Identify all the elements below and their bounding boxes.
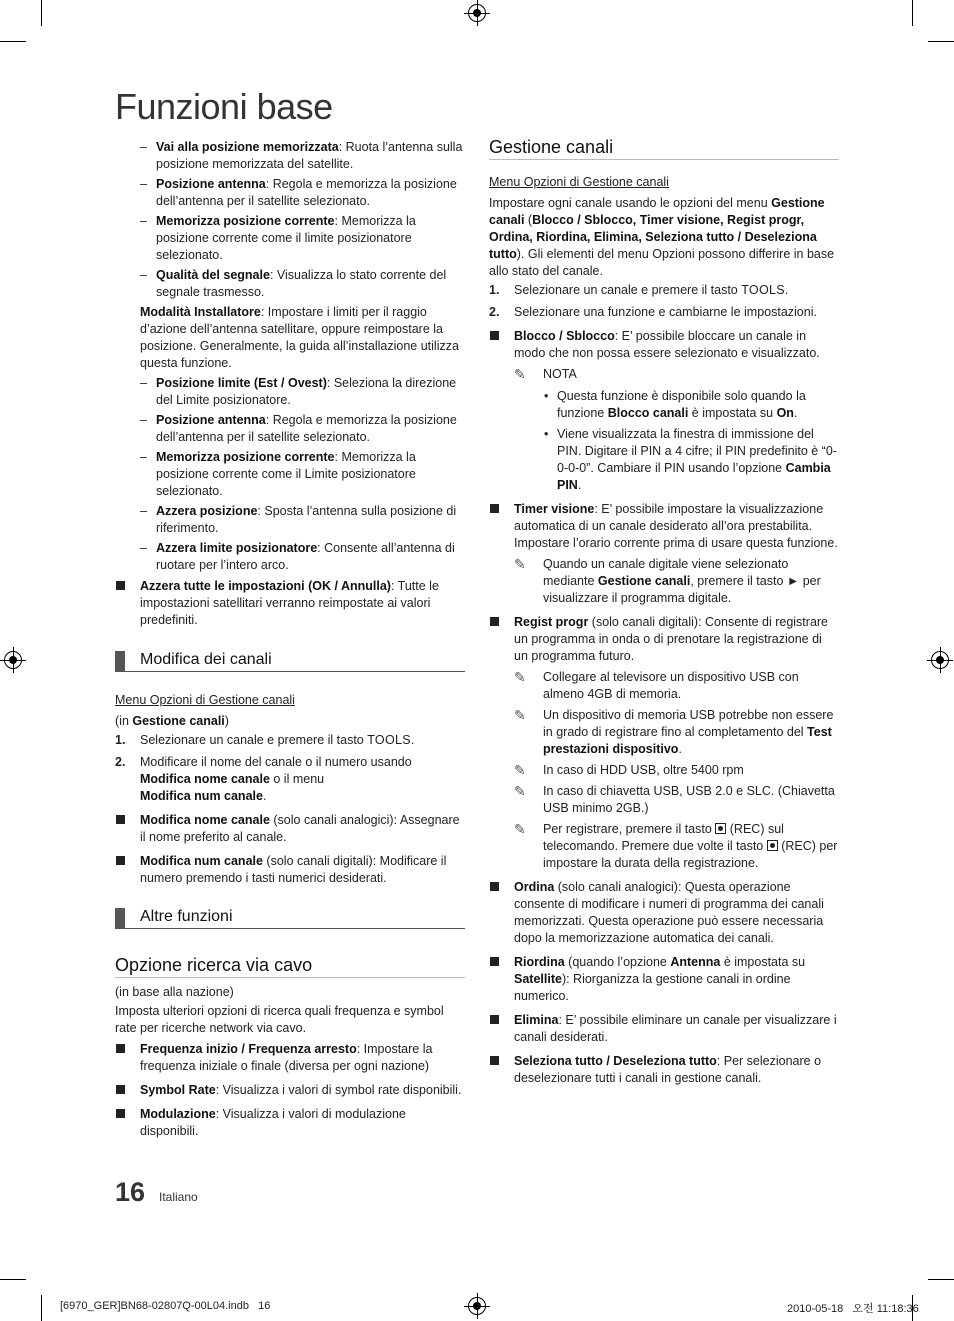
list-item: Modulazione: Visualizza i valori di modulazione disponibili.: [115, 1106, 465, 1140]
note: ✎ In caso di chiavetta USB, USB 2.0 e SLC. (Chiavetta USB minimo 2GB.): [514, 783, 835, 815]
note-pencil-icon: ✎: [514, 366, 526, 382]
crop-mark: [41, 1295, 42, 1321]
note-pencil-icon: ✎: [514, 821, 526, 837]
crop-mark: [41, 0, 42, 26]
left-column: [115, 139, 465, 1140]
list-item: Symbol Rate: Visualizza i valori di symbol rate disponibili.: [115, 1082, 465, 1099]
section-heading: Altre funzioni: [115, 908, 465, 929]
page-title: Funzioni base: [115, 86, 333, 127]
print-date: 2010-05-18 오전 11:18:36: [787, 1303, 919, 1315]
list-item: • Questa funzione è disponibile solo quando la funzione Blocco canali è impostata su On.: [543, 388, 839, 422]
step: 2. Selezionare una funzione e cambiarne le impostazioni.: [489, 305, 817, 319]
note: ✎ NOTA: [514, 366, 577, 382]
list-item: Azzera tutte le impostazioni (OK / Annulla): Tutte le impostazioni satellitari verranno reimpostate ai valori predefiniti.: [115, 578, 465, 629]
paragraph: (in Gestione canali): [115, 714, 229, 728]
note: ✎ Quando un canale digitale viene selezionato mediante Gestione canali, premere il tasto ► per visualizzare il programma digitale.: [514, 556, 821, 605]
crop-mark: [928, 41, 954, 42]
crop-mark: [0, 1279, 26, 1280]
list-item: – Memorizza posizione corrente: Memorizza la posizione corrente come il limite posizionatore selezionato.: [140, 213, 465, 264]
note-pencil-icon: ✎: [514, 783, 526, 799]
list-item: Ordina (solo canali analogici): Questa operazione consente di modificare i numeri di programma dei canali memorizzati. Questa operazione può essere necessaria dopo la memorizzazione automatica dei canali.: [489, 879, 839, 947]
list-item: – Azzera limite posizionatore: Consente all’antenna di ruotare per l’intero arco.: [140, 540, 465, 574]
list-item: Timer visione: E’ possibile impostare la visualizzazione automatica di un canale desiderato all’ora prestabilita. Impostare l’orario corrente prima di usare questa funzione.: [489, 501, 839, 552]
step: 2. Modificare il nome del canale o il numero usando Modifica nome canale o il menu Modifica num canale.: [115, 755, 412, 803]
note: ✎ Per registrare, premere il tasto (REC) sul telecomando. Premere due volte il tasto (REC) per impostare la durata della registrazione.: [514, 821, 838, 870]
paragraph: Modalità Installatore: Impostare i limiti per il raggio d’azione dell’antenna satellitare, oppure reimpostare la posizione. Generalmente, la guida all’installazione utilizza questa funzione.: [140, 305, 459, 370]
list-item: – Posizione limite (Est / Ovest): Seleziona la direzione del Limite posizionatore.: [140, 375, 465, 409]
list-item: Elimina: E’ possibile eliminare un canale per visualizzare i canali desiderati.: [489, 1012, 839, 1046]
list-item: Blocco / Sblocco: E’ possibile bloccare un canale in modo che non possa essere selezionato e visualizzato.: [489, 328, 839, 362]
list-item: – Qualità del segnale: Visualizza lo stato corrente del segnale trasmesso.: [140, 267, 465, 301]
list-item: – Posizione antenna: Regola e memorizza la posizione dell’antenna per il satellite selezionato.: [140, 412, 465, 446]
paragraph: Impostare ogni canale usando le opzioni del menu Gestione canali (Blocco / Sblocco, Timer visione, Regist progr, Ordina, Riordina, Elimina, Seleziona tutto / Deseleziona tutto). Gli elementi del menu Opzioni possono differire in base allo stato del canale.: [489, 196, 835, 278]
list-item: Frequenza inizio / Frequenza arresto: Impostare la frequenza iniziale o finale (diversa per ogni nazione): [115, 1041, 465, 1075]
registration-mark-icon: [931, 651, 949, 669]
crop-mark: [0, 41, 26, 42]
list-item: Riordina (quando l’opzione Antenna è impostata su Satellite): Riorganizza la gestione canali in ordine numerico.: [489, 954, 839, 1005]
note-pencil-icon: ✎: [514, 556, 526, 572]
note: ✎ Collegare al televisore un dispositivo USB con almeno 4GB di memoria.: [514, 669, 799, 701]
menu-label: Menu Opzioni di Gestione canali: [489, 175, 669, 189]
registration-mark-icon: [468, 4, 486, 22]
step: 1. Selezionare un canale e premere il tasto TOOLS.: [115, 733, 415, 747]
crop-mark: [928, 1279, 954, 1280]
paragraph: Imposta ulteriori opzioni di ricerca quali frequenza e symbol rate per ricerche network via cavo.: [115, 1004, 444, 1035]
list-item: – Memorizza posizione corrente: Memorizza la posizione corrente come il Limite posizionatore selezionato.: [140, 449, 465, 500]
note: ✎ Un dispositivo di memoria USB potrebbe non essere in grado di registrare fino al completamento del Test prestazioni dispositivo.: [514, 707, 834, 756]
registration-mark-icon: [468, 1297, 486, 1315]
list-item: – Azzera posizione: Sposta l’antenna sulla posizione di riferimento.: [140, 503, 465, 537]
step: 1. Selezionare un canale e premere il tasto TOOLS.: [489, 283, 789, 297]
note-pencil-icon: ✎: [514, 762, 526, 778]
rec-button-icon: [767, 840, 778, 851]
list-item: Modifica num canale (solo canali digitali): Modificare il numero premendo i tasti numerici desiderati.: [115, 853, 465, 887]
section-heading: Opzione ricerca via cavo: [115, 957, 465, 978]
crop-mark: [912, 0, 913, 26]
note-pencil-icon: ✎: [514, 707, 526, 723]
menu-label: Menu Opzioni di Gestione canali: [115, 693, 295, 707]
paragraph: (in base alla nazione): [115, 985, 234, 999]
list-item: Regist progr (solo canali digitali): Consente di registrare un programma in onda o di prenotare la registrazione di un programma futuro.: [489, 614, 839, 665]
list-item: • Viene visualizzata la finestra di immissione del PIN. Digitare il PIN a 4 cifre; il PIN predefinito è “0-0-0-0”. Cambiare il PIN usando l’opzione Cambia PIN.: [543, 426, 839, 494]
print-file-info: [6970_GER]BN68-02807Q-00L04.indb 16: [60, 1300, 271, 1312]
rec-button-icon: [715, 823, 726, 834]
list-item: Modifica nome canale (solo canali analogici): Assegnare il nome preferito al canale.: [115, 812, 465, 846]
section-heading: Modifica dei canali: [115, 651, 465, 672]
list-item: Seleziona tutto / Deseleziona tutto: Per selezionare o deselezionare tutti i canali in gestione canali.: [489, 1053, 839, 1087]
note: ✎ In caso di HDD USB, oltre 5400 rpm: [514, 762, 744, 778]
note-pencil-icon: ✎: [514, 669, 526, 685]
page-number: 16: [115, 1177, 146, 1207]
registration-mark-icon: [4, 651, 22, 669]
right-column: [489, 139, 839, 1087]
list-item: – Posizione antenna: Regola e memorizza la posizione dell’antenna per il satellite selezionato.: [140, 176, 465, 210]
list-item: – Vai alla posizione memorizzata: Ruota l’antenna sulla posizione memorizzata del satellite.: [140, 139, 465, 173]
page-language: Italiano: [159, 1190, 198, 1204]
section-heading: Gestione canali: [489, 139, 839, 160]
